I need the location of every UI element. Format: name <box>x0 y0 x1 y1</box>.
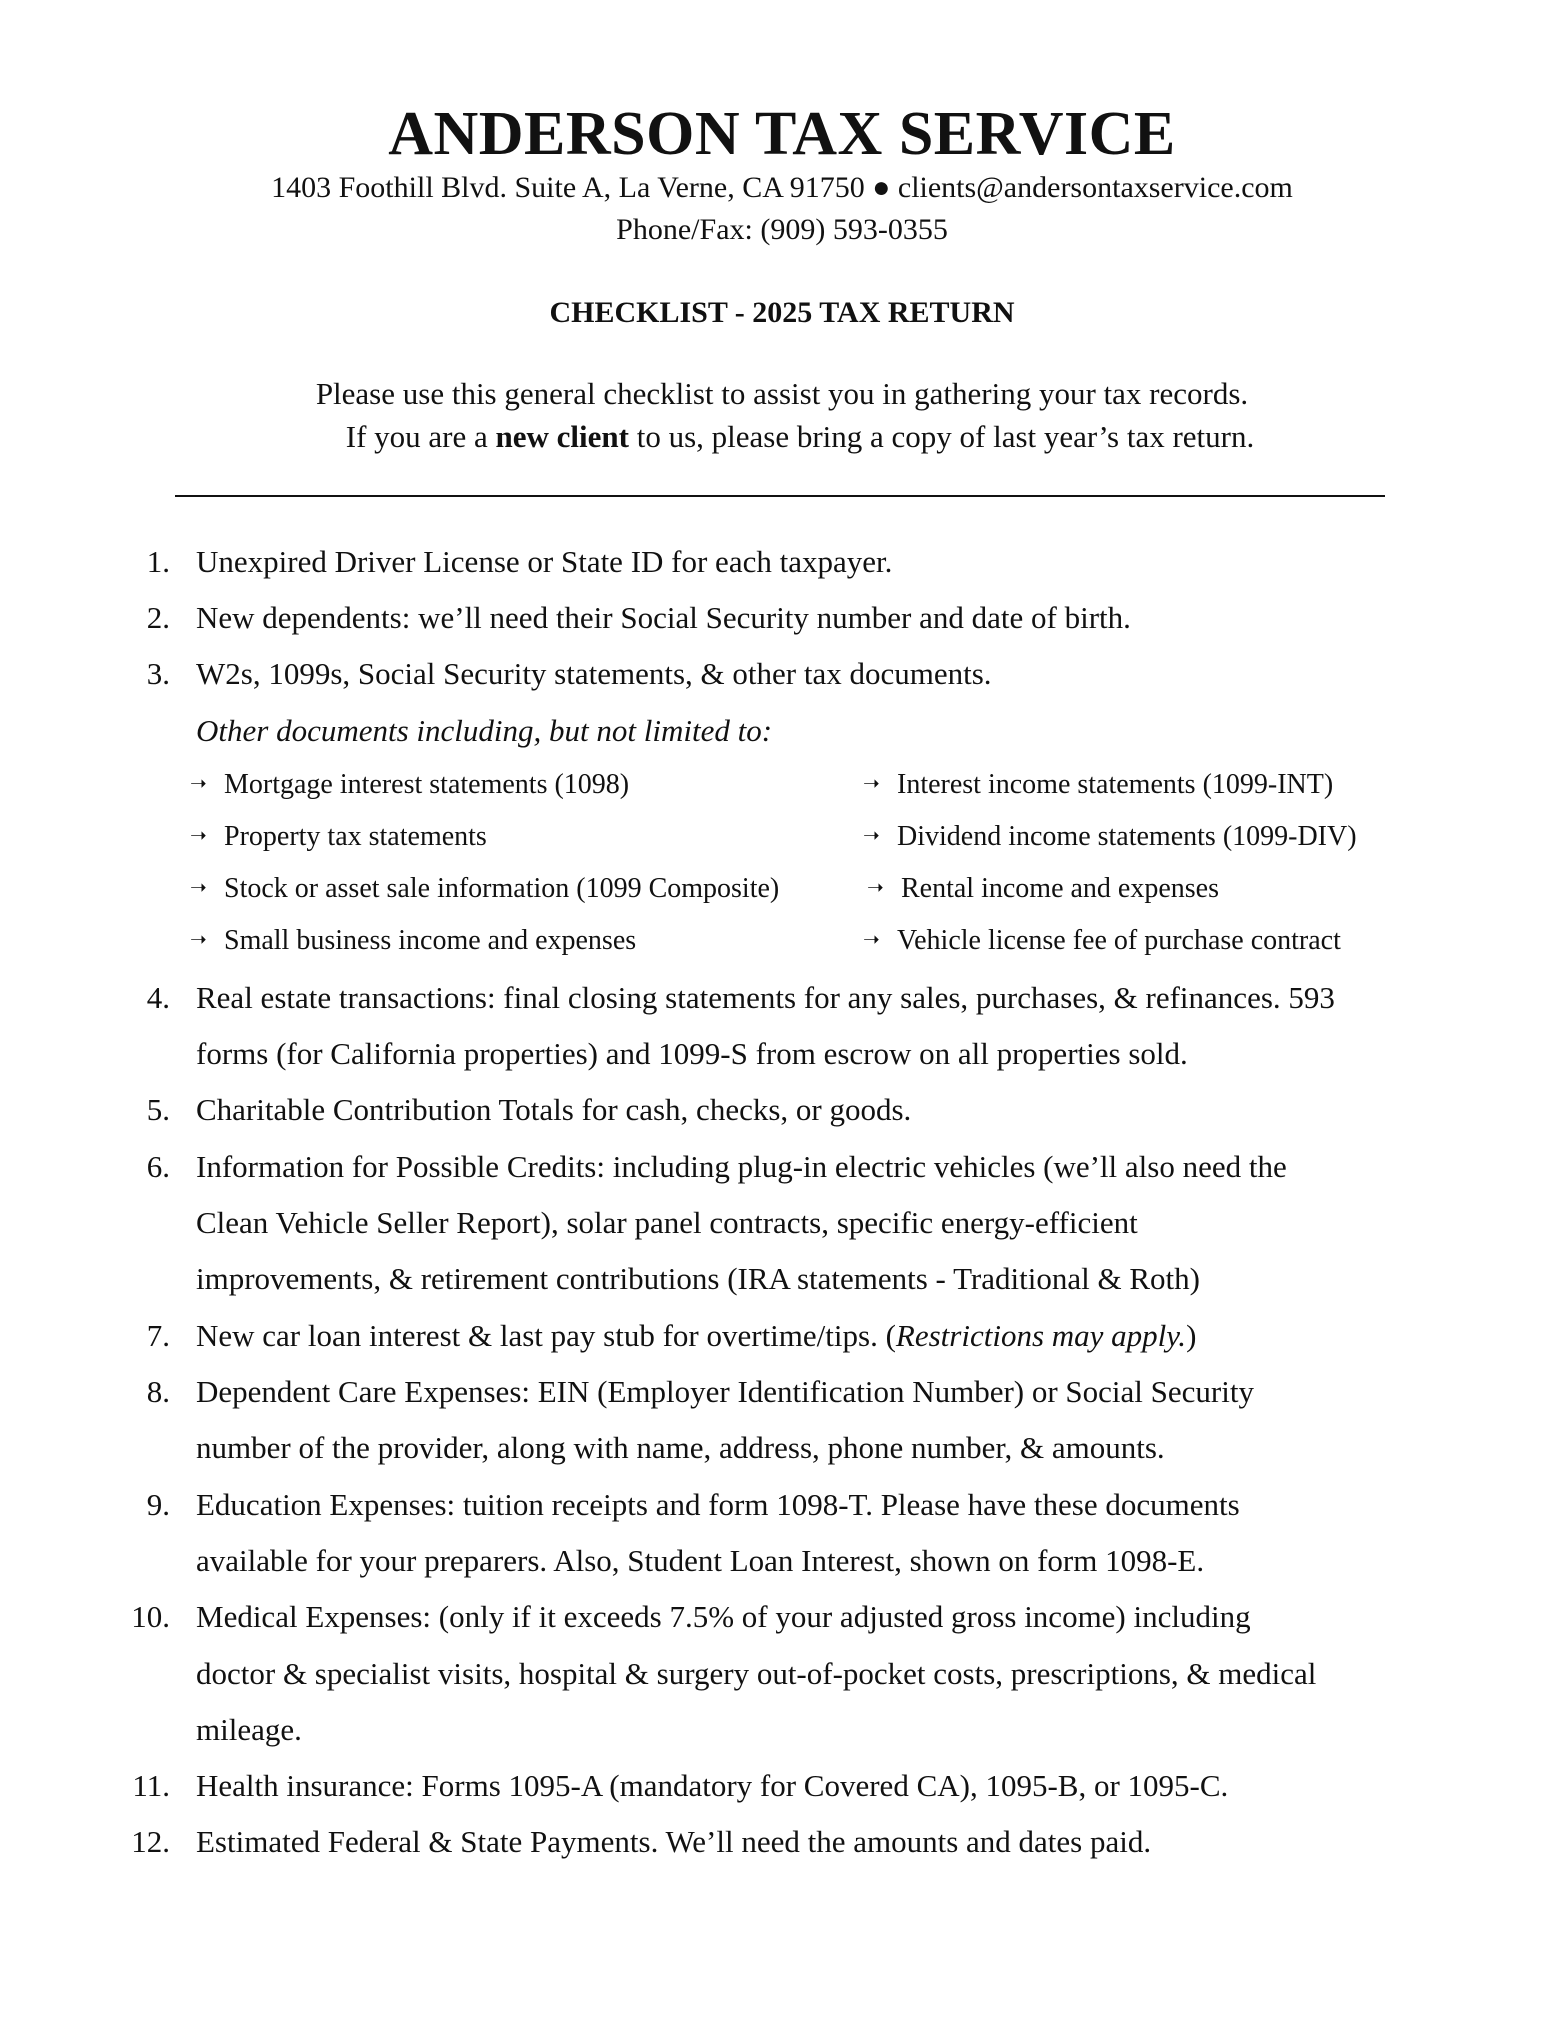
divider <box>175 495 1385 497</box>
arrow-icon: ➝ <box>863 927 880 951</box>
arrow-icon: ➝ <box>190 823 207 847</box>
other-documents-heading: Other documents including, but not limited to: <box>196 713 773 748</box>
document-bullet: ➝ Mortgage interest statements (1098) <box>190 763 629 805</box>
arrow-icon: ➝ <box>867 875 884 899</box>
restriction-note: Restrictions may apply. <box>895 1318 1187 1353</box>
checklist-item: Estimated Federal & State Payments. We’ll need the amounts and dates paid. <box>196 1824 1152 1859</box>
document-title: CHECKLIST - 2025 TAX RETURN <box>549 296 1015 329</box>
company-name: ANDERSON TAX SERVICE <box>388 100 1176 168</box>
item-number: 10. <box>131 1599 170 1634</box>
checklist-item: Charitable Contribution Totals for cash, checks, or goods. <box>196 1092 912 1127</box>
checklist-item: Dependent Care Expenses: EIN (Employer Identification Number) or Social Security <box>196 1374 1254 1409</box>
arrow-icon: ➝ <box>190 927 207 951</box>
item-number: 4. <box>146 980 170 1015</box>
document-bullet: ➝ Rental income and expenses <box>867 867 1219 909</box>
checklist-item: Clean Vehicle Seller Report), solar panel contracts, specific energy-efficient <box>196 1205 1138 1240</box>
checklist-item: Health insurance: Forms 1095-A (mandatory for Covered CA), 1095-B, or 1095-C. <box>196 1768 1229 1803</box>
checklist-item: New car loan interest & last pay stub for overtime/tips. (Restrictions may apply.) <box>196 1318 1197 1353</box>
checklist-item: New dependents: we’ll need their Social Security number and date of birth. <box>196 600 1131 635</box>
arrow-icon: ➝ <box>863 771 880 795</box>
company-phone: Phone/Fax: (909) 593-0355 <box>616 213 948 246</box>
intro-emphasis: new client <box>495 419 629 454</box>
checklist-item: Medical Expenses: (only if it exceeds 7.5% of your adjusted gross income) including <box>196 1599 1251 1634</box>
document-bullet: ➝ Small business income and expenses <box>190 919 636 961</box>
document-bullet: ➝ Property tax statements <box>190 815 487 857</box>
intro-line-2 <box>18 416 1564 458</box>
document-bullet: ➝ Interest income statements (1099-INT) <box>863 763 1333 805</box>
item-number: 5. <box>146 1092 170 1127</box>
arrow-icon: ➝ <box>190 771 207 795</box>
checklist-item: mileage. <box>196 1712 302 1747</box>
item-number: 12. <box>131 1824 170 1859</box>
item-number: 1. <box>146 544 170 579</box>
item-number: 8. <box>146 1374 170 1409</box>
checklist-item: doctor & specialist visits, hospital & surgery out-of-pocket costs, prescriptions, & medical <box>196 1656 1317 1691</box>
company-address: 1403 Foothill Blvd. Suite A, La Verne, CA 91750 ● clients@andersontaxservice.com <box>271 171 1293 204</box>
checklist-item: number of the provider, along with name, address, phone number, & amounts. <box>196 1430 1165 1465</box>
item-number: 7. <box>146 1318 170 1353</box>
item-number: 3. <box>146 656 170 691</box>
item-number: 11. <box>132 1768 170 1803</box>
item-number: 2. <box>146 600 170 635</box>
arrow-icon: ➝ <box>190 875 207 899</box>
checklist-item: Information for Possible Credits: including plug-in electric vehicles (we’ll also need the <box>196 1149 1287 1184</box>
checklist-item: forms (for California properties) and 1099-S from escrow on all properties sold. <box>196 1036 1188 1071</box>
document-bullet: ➝ Stock or asset sale information (1099 Composite) <box>190 867 779 909</box>
intro-text: to us, please bring a copy of last year’s tax return. <box>628 419 1255 454</box>
checklist-item: Unexpired Driver License or State ID for each taxpayer. <box>196 544 893 579</box>
checklist-item: W2s, 1099s, Social Security statements, & other tax documents. <box>196 656 992 691</box>
checklist-item: improvements, & retirement contributions (IRA statements - Traditional & Roth) <box>196 1261 1200 1296</box>
item-number: 9. <box>146 1487 170 1522</box>
document-bullet: ➝ Vehicle license fee of purchase contract <box>863 919 1341 961</box>
intro-line-1: Please use this general checklist to assist you in gathering your tax records. <box>315 376 1249 411</box>
document-bullet: ➝ Dividend income statements (1099-DIV) <box>863 815 1357 857</box>
checklist-item: Real estate transactions: final closing statements for any sales, purchases, & refinances. 593 <box>196 980 1335 1015</box>
item-number: 6. <box>146 1149 170 1184</box>
checklist-item: Education Expenses: tuition receipts and form 1098-T. Please have these documents <box>196 1487 1240 1522</box>
arrow-icon: ➝ <box>863 823 880 847</box>
intro-text: If you are a <box>345 419 496 454</box>
checklist-item: available for your preparers. Also, Student Loan Interest, shown on form 1098-E. <box>196 1543 1205 1578</box>
